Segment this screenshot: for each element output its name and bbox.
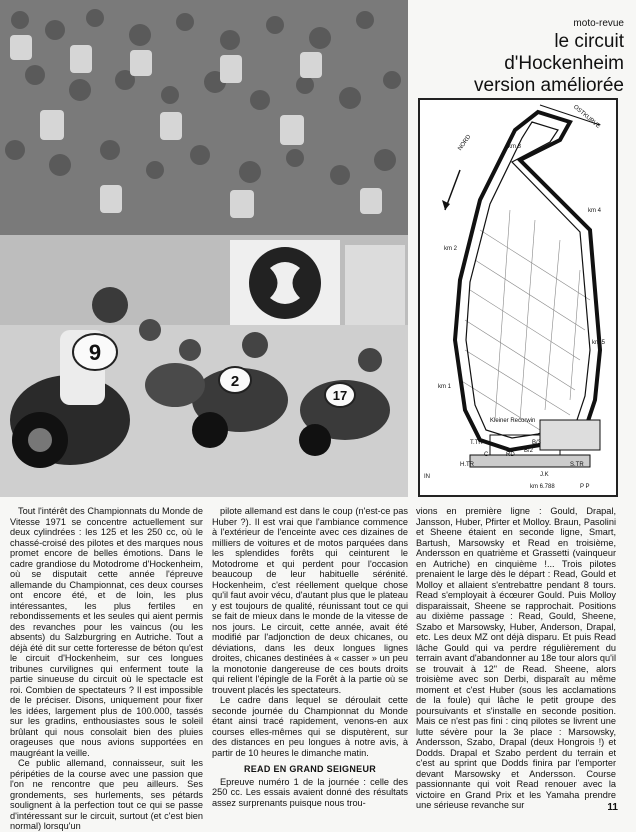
map-label-c: C: [484, 452, 489, 458]
circuit-map-drawing: [420, 100, 616, 495]
title-line-1: le circuit: [554, 31, 624, 52]
map-label-km2: km 2: [444, 246, 458, 252]
title-line-2: d'Hockenheim: [504, 53, 624, 74]
map-label-km6: km 6.788: [530, 484, 555, 490]
map-label-km1: km 1: [438, 384, 452, 390]
map-label-motodrom: Kleiner Recorwin: [490, 418, 536, 424]
title-line-3: version améliorée: [474, 75, 624, 96]
map-label-ttr: T.TR: [470, 440, 483, 446]
map-label-b3: B/3: [532, 440, 542, 446]
map-label-ostkurve: OSTKURVE: [571, 104, 601, 130]
map-label-htr: H.TR: [460, 462, 474, 468]
map-label-jk: J.K: [540, 472, 549, 478]
article-paragraph: Tout l'intérêt des Championnats du Monde de Vitesse 1971 se concentre actuellement sur deux cylindrées : les 125 et les 250 cc, où le chassé-croisé des pilotes et des marques nous promet encore de belles émotions. Dans le cadre grandiose du Motodrome d'Hockenheim, où se disputait cette année l'épreuve allemande du Championnat, ces deux courses ont encore été, et de loin, les plus intéressantes, les plus fertiles en rebondissements et les seules qui aient permis des revanches pour les vaincus (ou les absents) du Salzburgring en Autriche. Tout a déjà été dit sur cette forteresse de béton qu'est le circuit d'Hockenheim, sur ces longues tribunes curvilignes qui enferment toute la partie sinueuse du circuit où le spectacle est roi. Combien de spectateurs ? Il est impossible de le préciser. Disons, uniquement pour fixer les idées, largement plus de 100.000, tassés sur les gradins, enthousiastes sous le soleil brûlant qui nous consolait bien des pluies orageuses que nous avions supportées en maugréant la veille.: [10, 506, 203, 758]
article-column-2: [212, 506, 408, 808]
map-label-pp: P P: [580, 484, 590, 490]
map-label-rd: RD: [506, 452, 515, 458]
map-label-km4: km 4: [588, 208, 602, 214]
rider-number-1: 9: [88, 340, 102, 365]
map-label-str: S.TR: [570, 462, 584, 468]
article-column-1: [10, 506, 203, 832]
article-paragraph: Le cadre dans lequel se déroulait cette seconde journée du Championnat du Monde étant ainsi tracé rapidement, venons-en aux courses elles-mêmes qui se disputèrent, sur des distances en peu longues à notre avis, à partir de 10 heures le dimanche matin.: [212, 695, 408, 758]
section-subheading: READ EN GRAND SEIGNEUR: [243, 764, 377, 774]
race-photo: [0, 0, 408, 497]
map-label-sud: IN: [424, 474, 430, 480]
race-photo-illustration: [0, 0, 408, 497]
article-header: [424, 18, 624, 96]
article-paragraph: pilote allemand est dans le coup (n'est-ce pas Huber ?). Il est vrai que l'ambiance commence à l'extérieur de l'enceinte avec ces dizaines de milliers de voitures et de motos parquées dans les splendides forêts qui ceinturent le Motodrome et qui perdent pour l'occasion beaucoup de leur habituelle sérénité. Hockenheim, c'est réellement quelque chose qu'il faut avoir vécu, d'autant plus que le plateau y est toujours de qualité, réunissant tout ce qui se fait de mieux dans le monde de la vitesse de nos jours. Le circuit, cette année, avait été modifié par l'adjonction de deux chicanes, ou déviations, dans les deux longues lignes droites, chicanes destinées à « casser » un peu la monotonie dangereuse de ces bouts droits qui relient l'épingle de la Forêt à la partie où se trouvent placés les spectateurs.: [212, 506, 408, 695]
article-column-3: [416, 506, 616, 811]
article-paragraph: Ce public allemand, connaisseur, suit les péripéties de la course avec une passion que l'on ne rencontre que peu ailleurs. Ses grondements, ses hurlements, ses pétards soulignent à la perfection tout ce qui se passe d'intéressant sur le circuit, surtout (et c'est bien normal) lorsqu'un: [10, 758, 203, 831]
map-label-b2: B/2: [524, 448, 534, 454]
circuit-map: [418, 98, 618, 497]
map-label-nord: NORD: [457, 134, 473, 152]
rubric-label: moto-revue: [573, 18, 624, 29]
rider-number-2: 2: [230, 373, 240, 390]
page-number: 11: [607, 802, 618, 813]
article-paragraph: vions en première ligne : Gould, Drapal, Jansson, Huber, Pfirter et Molloy. Braun, Pasolini et Sheene étaient en seconde ligne, Smart, Bartush, Marsowsky et Read en troisième, Andersson en quatrième et Grassetti (vainqueur en Autriche) en cinquième !... Trois pilotes prenaient le large dès le départ : Read, Gould et Molloy et allaient s'entrebattre pendant 8 tours. Read s'employait à écœurer Gould. Puis Molloy disparaissait, Sheene se rapprochait. Positions au dixième passage : Read, Gould, Sheene, Szabo et Marsowsky, Huber, Anderson, Drapal, etc. Les deux MZ ont déjà disparu. Et puis Read lâche Gould qui va perdre régulièrement du terrain avant d'abandonner au 18e tour alors qu'il se trouvait à 12" de Read. Sheene, alors troisième avec son Derbi, disparaît au même moment et c'est Huber (sous les acclamations de la foule) qui lâche le petit groupe des poursuivants et s'installe en seconde position. Mais ce n'est pas fini : cinq pilotes se livrent une lutte sévère pour la 3e place : Marsowsky, Andersson, Szabo, Drapal (deux Hongrois !) et Dodds. Drapal et Szabo perdent du terrain et c'est au sprint que Dodds finira par l'emporter devant Marsowsky et Andersson. Course passionnante qui voit Read renouer avec la victoire en Grand Prix et les Yamaha prendre une sérieuse revanche sur: [416, 506, 616, 810]
map-label-km3: km 3: [508, 144, 522, 150]
map-label-km5: km 5: [592, 340, 606, 346]
rider-number-3: 17: [332, 388, 348, 403]
article-paragraph: Epreuve numéro 1 de la journée : celle des 250 cc. Les essais avaient donné des résultats assez surprenants puisque nous trou-: [212, 776, 408, 808]
